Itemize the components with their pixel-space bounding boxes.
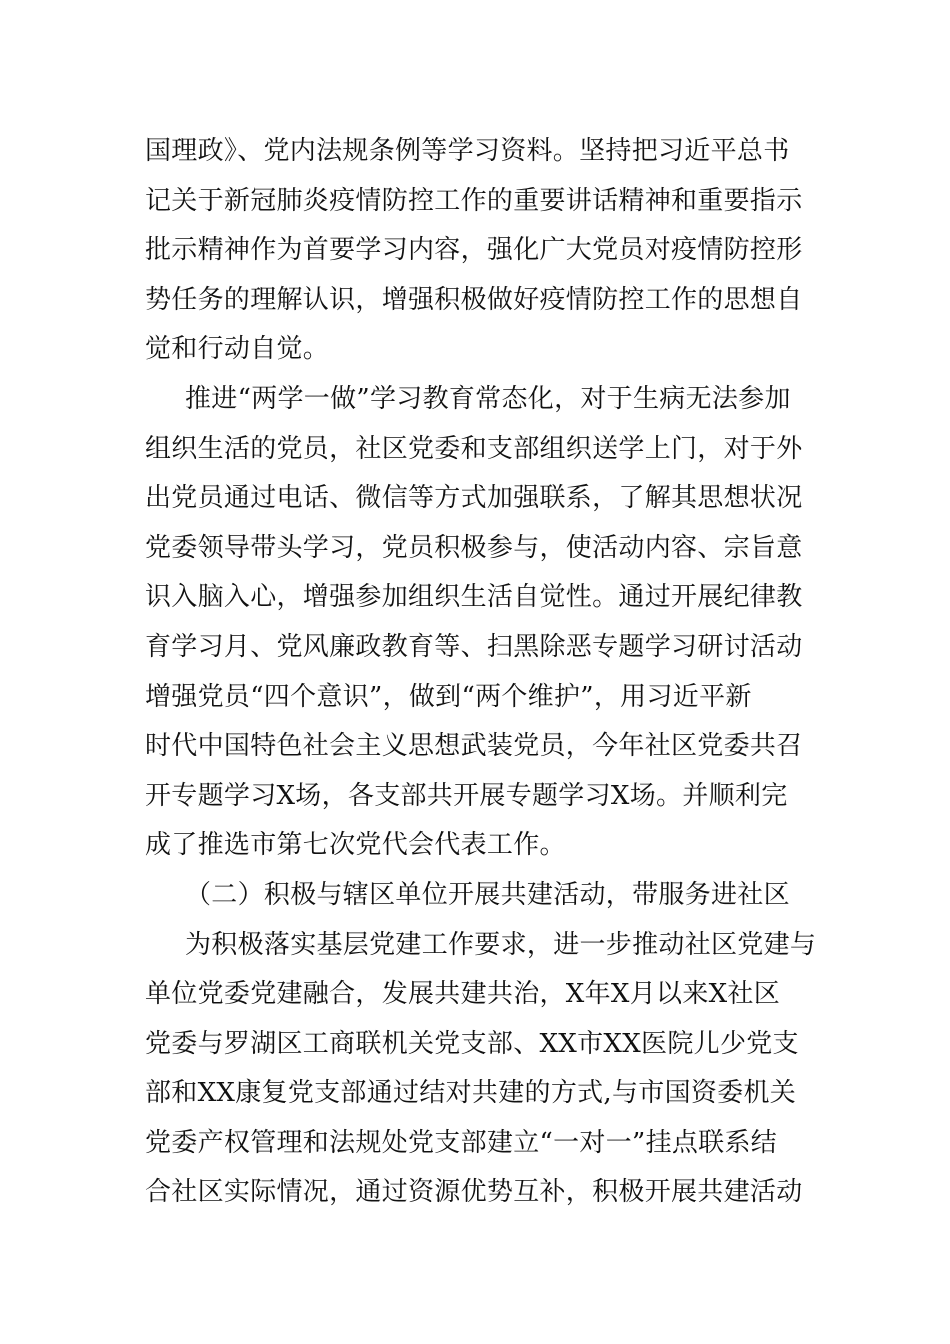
text-line: 组织生活的党员，社区党委和支部组织送学上门，对于外 [145, 433, 803, 464]
text-line: 党委与罗湖区工商联机关党支部、XX市XX医院儿少党支 [145, 1028, 799, 1059]
text-line: 势任务的理解认识，增强积极做好疫情防控工作的思想自 [145, 284, 803, 315]
text-line: 合社区实际情况，通过资源优势互补，积极开展共建活动 [145, 1177, 803, 1208]
text-line: 出党员通过电话、微信等方式加强联系，了解其思想状况 [145, 483, 803, 514]
text-line: 育学习月、党风廉政教育等、扫黑除恶专题学习研讨活动 [145, 631, 803, 662]
text-line: 部和XX康复党支部通过结对共建的方式,与市国资委机关 [145, 1078, 797, 1109]
text-line: 党委领导带头学习，党员积极参与，使活动内容、宗旨意 [145, 532, 803, 563]
text-line: 开专题学习X场，各支部共开展专题学习X场。并顺利完 [145, 780, 788, 811]
text-line: 觉和行动自觉。 [145, 334, 330, 365]
text-line: 单位党委党建融合，发展共建共治，X年X月以来X社区 [145, 979, 781, 1010]
text-line: 批示精神作为首要学习内容，强化广大党员对疫情防控形 [145, 235, 803, 266]
body-text [145, 127, 817, 1218]
text-line: 党委产权管理和法规处党支部建立“一对一”挂点联系结 [145, 1127, 778, 1158]
paragraph-start-line: 为积极落实基层党建工作要求，进一步推动社区党建与 [185, 929, 817, 960]
text-line: 时代中国特色社会主义思想武装党员，今年社区党委共召 [145, 731, 803, 762]
section-heading: （二）积极与辖区单位开展共建活动，带服务进社区 [185, 879, 790, 910]
text-line: 国理政》、党内法规条例等学习资料。坚持把习近平总书 [145, 136, 790, 166]
text-line: 识入脑入心，增强参加组织生活自觉性。通过开展纪律教 [145, 582, 803, 613]
text-line: 增强党员“四个意识”，做到“两个维护”，用习近平新 [145, 681, 752, 712]
text-line: 记关于新冠肺炎疫情防控工作的重要讲话精神和重要指示 [145, 185, 803, 216]
paragraph-start-line: 推进“两学一做”学习教育常态化，对于生病无法参加 [185, 383, 791, 414]
text-line: 成了推选市第七次党代会代表工作。 [145, 830, 566, 861]
